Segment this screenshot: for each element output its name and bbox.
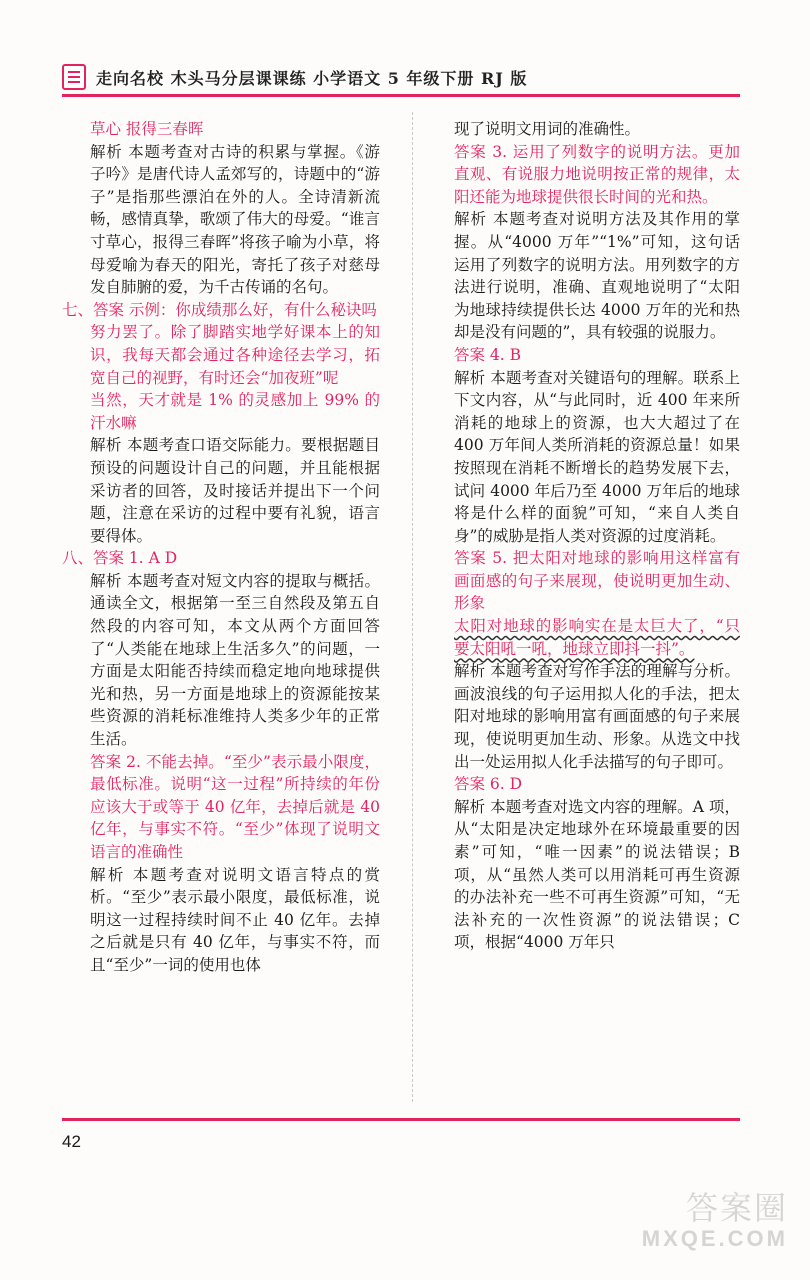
answer-paragraph: 答案 5. 把太阳对地球的影响用这样富有画面感的句子来展现，使说明更加生动、形象 xyxy=(454,549,740,613)
answer-paragraph: 努力罢了。除了脚踏实地学好课本上的知识，我每天都会通过各种途径去学习，拓宽自己的视野，有时还会“加夜班”呢 xyxy=(90,323,380,387)
answer-paragraph: 七、答案 示例：你成绩那么好，有什么秘诀吗 xyxy=(62,300,377,319)
answer-paragraph: 答案 4. B xyxy=(454,345,522,364)
answer-paragraph: 解析 本题考查对关键语句的理解。联系上下文内容，从“与此同时，近 400 年来所消耗的地球上的资源，也大大超过了在 400 万年间人类所消耗的资源总量！如果按照现在消耗不断增长的趋势发展下去，试问 4000 年后乃至 4000 万年后的地球将是什么样的面貌”可知，“来自人类自身”的威胁是指人类对资源的过度消耗。 xyxy=(454,368,740,545)
answer-paragraph: 答案 3. 运用了列数字的说明方法。更加直观、有说服力地说明按正常的规律，太阳还能为地球提供很长时间的光和热。 xyxy=(454,142,740,206)
answer-paragraph: 太阳对地球的影响实在是太巨大了，“只要太阳吼一吼，地球立即抖一抖”。 xyxy=(454,617,740,658)
answer-paragraph: 答案 6. D xyxy=(454,775,523,794)
watermark-text: MXQE.COM xyxy=(641,1226,788,1251)
answer-paragraph: 解析 本题考查对短文内容的提取与概括。通读全文，根据第一至三自然段及第五自然段的内容可知，本文从两个方面回答了“人类能在地球上生活多久”的问题，一方面是太阳能否持续而稳定地向地球提供光和热，另一方面是地球上的资源能按某些资源的消耗标准维持人类多少年的正常生活。 xyxy=(90,571,380,749)
column-divider xyxy=(412,112,413,1102)
page-header xyxy=(62,60,740,96)
answer-paragraph: 解析 本题考查对古诗的积累与掌握。《游子吟》是唐代诗人孟郊写的，诗题中的“游子”是指那些漂泊在外的人。全诗清新流畅，感情真挚，歌颂了伟大的母爱。“谁言寸草心，报得三春晖”将孩子喻为小草，将母爱喻为春天的阳光，寄托了孩子对慈母发自肺腑的爱，为千古传诵的名句。 xyxy=(90,142,380,297)
answer-paragraph: 解析 本题考查对选文内容的理解。A 项，从“太阳是决定地球外在环境最重要的因素”可知，“唯一因素”的说法错误；B 项，从“虽然人类可以用消耗可再生资源的办法补充一些不可再生资源”可知，“无法补充的一次性资源”的说法错误；C 项，根据“4000 万年只 xyxy=(454,797,740,952)
answer-paragraph: 答案 2. 不能去掉。“至少”表示最小限度，最低标准。说明“这一过程”所持续的年份应该大于或等于 40 亿年，去掉后就是 40 亿年，与事实不符。“至少”体现了说明文语言的准确性 xyxy=(90,752,380,861)
watermark-logo: 答案圈 xyxy=(685,1190,788,1226)
header-title: 走向名校 木头马分层课课练 小学语文 5 年级下册 RJ 版 xyxy=(96,69,528,88)
footer-rule xyxy=(62,1118,740,1121)
right-column xyxy=(454,118,740,954)
watermark xyxy=(618,1190,788,1258)
answer-paragraph: 解析 本题考查对说明方法及其作用的掌握。从“4000 万年”“1%”可知，这句话运用了列数字的说明方法。用列数字的方法进行说明，准确、直观地说明了“太阳为地球持续提供长达 4000 万年的光和热却是没有问题的”，具有较强的说服力。 xyxy=(454,210,740,342)
left-column xyxy=(62,118,380,977)
answer-paragraph: 八、答案 1. A D xyxy=(62,549,178,568)
answer-paragraph: 当然，天才就是 1% 的灵感加上 99% 的汗水嘛 xyxy=(90,391,380,432)
book-logo-icon xyxy=(62,64,86,90)
answer-paragraph: 草心 报得三春晖 xyxy=(90,120,204,138)
answer-paragraph: 解析 本题考查口语交际能力。要根据题目预设的问题设计自己的问题，并且能根据采访者的回答，及时接话并提出下一个问题，注意在采访的过程中要有礼貌，语言要得体。 xyxy=(90,436,380,545)
answer-paragraph: 解析 本题考查对写作手法的理解与分析。画波浪线的句子运用拟人化的手法，把太阳对地球的影响用富有画面感的句子来展现，使说明更加生动、形象。从选文中找出一处运用拟人化手法描写的句子即可。 xyxy=(454,662,740,771)
answer-paragraph: 现了说明文用词的准确性。 xyxy=(454,120,641,138)
page-number: 42 xyxy=(62,1132,81,1151)
header-rule xyxy=(62,94,740,97)
answer-paragraph: 解析 本题考查对说明文语言特点的赏析。“至少”表示最小限度，最低标准，说明这一过程持续时间不止 40 亿年。去掉之后就是只有 40 亿年，与事实不符，而且“至少”一词的使用也体 xyxy=(90,865,380,974)
